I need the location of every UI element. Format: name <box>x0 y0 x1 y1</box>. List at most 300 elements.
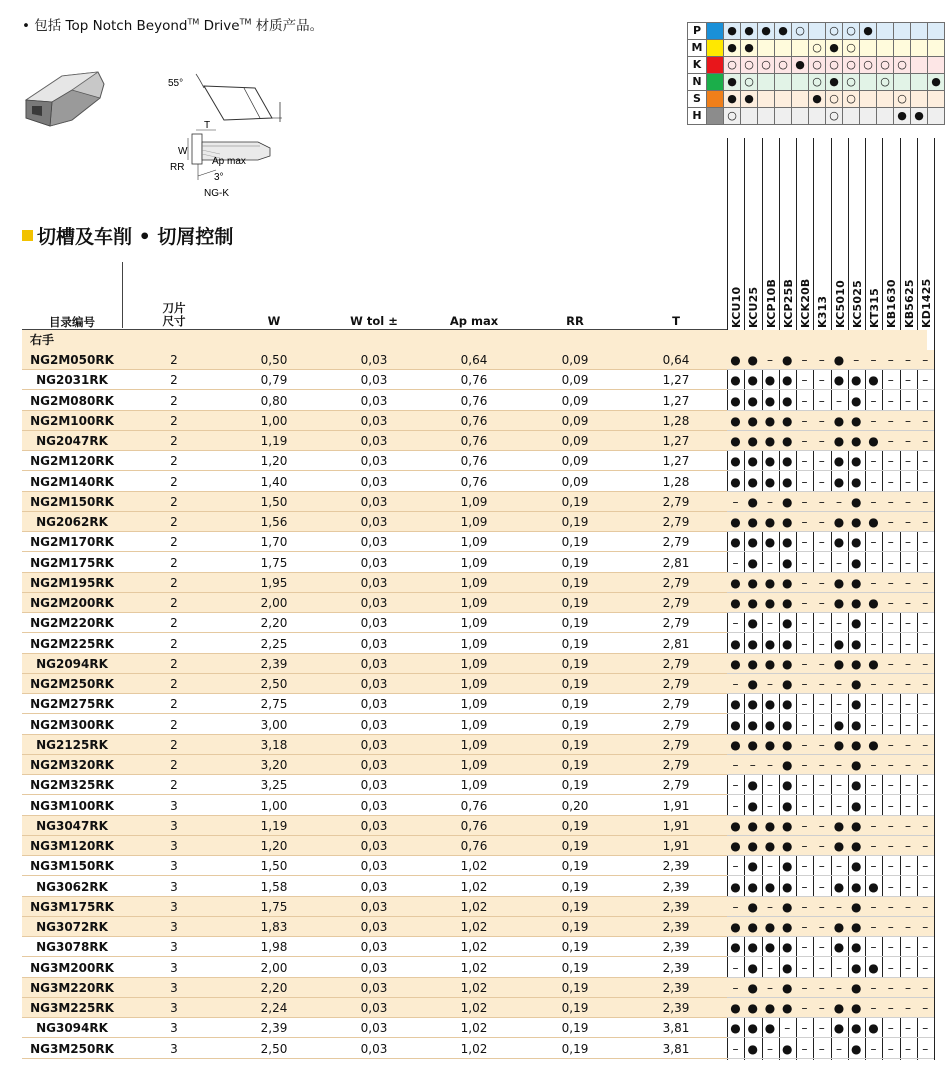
ap-max-value: 0,76 <box>460 393 488 408</box>
grade-availability-cell: ● <box>851 373 862 388</box>
t-value: 2,79 <box>662 515 690 529</box>
rr-value: 0,19 <box>561 899 589 914</box>
rr-value: 0,20 <box>561 798 589 813</box>
material-cell <box>758 108 775 125</box>
material-cell: ● <box>894 108 911 125</box>
grade-availability-cell: ● <box>833 940 845 955</box>
grade-availability-cell: ● <box>747 677 758 691</box>
grade-availability-cell: ● <box>764 636 776 651</box>
angle-55-label: 55° <box>168 78 184 89</box>
grade-availability-cell: ● <box>764 1021 776 1036</box>
grade-availability-cell: – <box>870 859 877 874</box>
ap-max-value: 0,76 <box>460 434 488 448</box>
grade-availability-cell: – <box>905 798 911 813</box>
insert-size: 2 <box>170 494 178 509</box>
w-value: 1,50 <box>260 859 288 874</box>
grade-availability-cell: ● <box>782 515 793 529</box>
grade-availability-cell: – <box>818 1001 825 1015</box>
material-row-h <box>688 108 945 125</box>
grade-availability-cell: ● <box>868 737 879 752</box>
grade-availability-cell: – <box>887 839 894 853</box>
ap-max-value: 1,02 <box>460 940 488 955</box>
material-cell: ● <box>724 91 741 108</box>
grade-availability-cell: – <box>870 839 877 853</box>
w-value: 1,83 <box>260 920 288 934</box>
t-value: 0,64 <box>662 353 690 367</box>
grade-availability-cell: ● <box>833 474 845 489</box>
grade-availability-cell: – <box>801 677 808 691</box>
grade-availability-cell: – <box>887 535 894 550</box>
grade-availability-cell: ● <box>868 1021 879 1036</box>
rr-value: 0,19 <box>561 1041 589 1056</box>
grade-availability-cell: ● <box>764 474 776 489</box>
t-value: 3,81 <box>662 1041 690 1056</box>
grade-availability-cell: ● <box>764 1001 776 1015</box>
grade-availability-cell: – <box>801 454 808 469</box>
grade-availability-cell: – <box>767 758 773 772</box>
grade-availability-cell: ● <box>833 879 845 894</box>
grade-availability-cell: – <box>870 393 877 408</box>
grade-availability-cell: ● <box>851 677 862 691</box>
w-tol-value: 0,03 <box>360 434 388 448</box>
ap-max-value: 1,02 <box>460 1001 488 1015</box>
grade-label-cell <box>901 138 918 328</box>
ap-max-value: 1,02 <box>460 960 488 975</box>
w-value: 1,56 <box>260 515 288 529</box>
grade-availability-cell: ● <box>730 454 741 469</box>
material-cell <box>792 91 809 108</box>
grade-availability-cell: – <box>836 494 842 509</box>
material-cell <box>775 40 792 57</box>
section-title-text: 切槽及车削 • 切屑控制 <box>37 226 234 248</box>
grade-availability-cell: – <box>836 616 842 631</box>
t-value: 2,81 <box>662 636 690 651</box>
grade-availability-cell: ● <box>851 555 862 570</box>
grade-availability-cell: ● <box>730 413 741 428</box>
material-cell <box>758 40 775 57</box>
grade-availability-cell: – <box>887 1021 894 1036</box>
grade-availability-cell: ● <box>747 899 758 914</box>
grade-label-kcp10b: KCP10B <box>764 278 778 328</box>
grade-availability-cell: – <box>818 798 825 813</box>
insert-size: 2 <box>170 373 178 388</box>
material-cell <box>758 91 775 108</box>
material-cell: ● <box>741 23 758 40</box>
grade-availability-cell: – <box>818 413 825 428</box>
material-cell <box>911 91 928 108</box>
grade-availability-cell: – <box>905 758 911 772</box>
grade-availability-cell: – <box>905 596 911 610</box>
catalog-number: NG3062RK <box>36 879 108 894</box>
insert-size: 3 <box>170 1001 178 1015</box>
material-cell <box>775 91 792 108</box>
catalog-number: NG2094RK <box>36 656 108 671</box>
grade-availability-cell: – <box>801 717 808 732</box>
grade-availability-cell: – <box>767 1041 773 1056</box>
grade-availability-cell: – <box>784 1021 791 1036</box>
grade-availability-cell: – <box>922 636 929 651</box>
grade-availability-cell: – <box>887 636 894 651</box>
grade-availability-cell: – <box>922 353 929 367</box>
rr-value: 0,19 <box>561 555 589 570</box>
material-cell: ○ <box>843 91 860 108</box>
t-value: 1,91 <box>662 798 690 813</box>
grade-availability-cell: – <box>922 616 929 631</box>
table-row <box>22 674 934 694</box>
grade-availability-cell: ● <box>764 920 776 934</box>
grade-availability-cell: – <box>818 494 825 509</box>
t-value: 2,39 <box>662 1001 690 1015</box>
grade-availability-cell: ● <box>747 818 758 833</box>
grade-availability-cell: – <box>905 535 911 550</box>
insert-size: 3 <box>170 899 178 914</box>
ap-max-value: 1,02 <box>460 980 488 995</box>
material-cell: ● <box>758 23 775 40</box>
grade-availability-cell: – <box>818 737 825 752</box>
header-rr: RR <box>566 314 584 328</box>
grade-label-cell <box>814 138 831 328</box>
grade-availability-cell: – <box>870 413 877 428</box>
w-tol-value: 0,03 <box>360 393 388 408</box>
grade-availability-cell: – <box>818 940 825 955</box>
material-cell: ○ <box>809 74 826 91</box>
rr-value: 0,19 <box>561 575 589 590</box>
insert-size: 2 <box>170 758 178 772</box>
note-mid: Drive <box>199 18 240 34</box>
rr-value: 0,19 <box>561 818 589 833</box>
grade-availability-cell: – <box>732 798 739 813</box>
grade-availability-cell: ● <box>851 596 862 610</box>
material-cell: ● <box>741 91 758 108</box>
table-row <box>22 593 934 613</box>
grade-availability-cell: – <box>905 373 911 388</box>
grade-availability-cell: ● <box>747 616 758 631</box>
grade-availability-cell: ● <box>782 494 793 509</box>
rr-value: 0,19 <box>561 596 589 610</box>
t-value: 2,79 <box>662 737 690 752</box>
w-tol-value: 0,03 <box>360 373 388 388</box>
grade-availability-cell: – <box>870 778 877 793</box>
w-tol-value: 0,03 <box>360 737 388 752</box>
grade-availability-cell: ● <box>730 839 741 853</box>
grade-availability-cell: – <box>801 515 808 529</box>
material-group-label: N <box>688 74 707 91</box>
ap-max-value: 1,09 <box>460 636 488 651</box>
grade-availability-cell: – <box>801 616 808 631</box>
rr-value: 0,19 <box>561 515 589 529</box>
w-value: 0,80 <box>260 393 288 408</box>
grade-availability-cell: ● <box>747 656 758 671</box>
w-tol-value: 0,03 <box>360 636 388 651</box>
grade-availability-cell: ● <box>833 353 845 367</box>
grade-availability-cell: ● <box>851 960 862 975</box>
grade-availability-cell: – <box>818 859 825 874</box>
grade-availability-cell: – <box>732 758 739 772</box>
table-row <box>22 816 934 836</box>
ap-max-value: 1,09 <box>460 616 488 631</box>
grade-availability-cell: – <box>801 636 808 651</box>
table-row <box>22 978 934 998</box>
grade-availability-cell: ● <box>868 960 879 975</box>
grade-availability-cell: ● <box>730 636 741 651</box>
grade-availability-cell: – <box>922 515 929 529</box>
grade-availability-cell: – <box>767 960 773 975</box>
grade-availability-cell: – <box>801 879 808 894</box>
insert-size: 2 <box>170 616 178 631</box>
catalog-number: NG2M195RK <box>30 575 114 590</box>
grade-availability-cell: – <box>732 494 739 509</box>
material-cell: ○ <box>843 40 860 57</box>
insert-size: 3 <box>170 839 178 853</box>
grade-availability-cell: – <box>818 1041 825 1056</box>
grade-availability-cell: ● <box>747 980 758 995</box>
ap-max-label: Ap max <box>212 156 246 167</box>
w-tol-value: 0,03 <box>360 353 388 367</box>
grade-availability-cell: – <box>922 474 929 489</box>
grade-availability-cell: – <box>732 859 739 874</box>
grade-availability-cell: – <box>905 555 911 570</box>
material-cell: ● <box>724 40 741 57</box>
grade-availability-cell: – <box>818 839 825 853</box>
grade-availability-cell: – <box>887 1001 894 1015</box>
grade-availability-cell: ● <box>730 656 741 671</box>
t-value: 2,79 <box>662 717 690 732</box>
grade-availability-cell: – <box>801 960 808 975</box>
grade-availability-cell: – <box>732 960 739 975</box>
grade-availability-cell: – <box>801 839 808 853</box>
grade-availability-cell: – <box>870 818 877 833</box>
t-value: 2,39 <box>662 980 690 995</box>
grade-availability-cell: – <box>905 737 911 752</box>
grade-availability-cell: – <box>870 1001 877 1015</box>
grade-availability-cell: ● <box>782 434 793 448</box>
grade-availability-cell: ● <box>782 758 793 772</box>
rr-value: 0,19 <box>561 859 589 874</box>
grade-availability-cell: – <box>801 920 808 934</box>
insert-size: 3 <box>170 980 178 995</box>
material-cell: ○ <box>843 74 860 91</box>
grade-availability-cell: ● <box>764 818 776 833</box>
grade-availability-cell: ● <box>782 899 793 914</box>
grade-availability-cell: – <box>801 940 808 955</box>
grade-availability-cell: – <box>922 899 929 914</box>
material-cell: ● <box>724 74 741 91</box>
grade-availability-cell: ● <box>833 515 845 529</box>
rr-value: 0,19 <box>561 656 589 671</box>
insert-size: 2 <box>170 535 178 550</box>
w-tol-value: 0,03 <box>360 980 388 995</box>
grade-label-kcu10: KCU10 <box>730 286 743 328</box>
grade-availability-cell: ● <box>764 454 776 469</box>
material-cell: ● <box>911 108 928 125</box>
material-cell: ● <box>826 74 843 91</box>
grade-availability-cell: – <box>905 839 911 853</box>
grade-label-cell <box>797 138 814 328</box>
grade-availability-cell: – <box>887 413 894 428</box>
material-color-swatch <box>707 57 724 74</box>
catalog-number: NG3047RK <box>36 818 108 833</box>
grade-availability-cell: ● <box>782 960 793 975</box>
grade-availability-cell: – <box>767 778 773 793</box>
material-group-label: S <box>688 91 707 108</box>
insert-size: 3 <box>170 1021 178 1036</box>
ap-max-value: 1,02 <box>460 1021 488 1036</box>
catalog-number: NG3M100RK <box>30 798 114 813</box>
grade-availability-cell: – <box>887 454 894 469</box>
grade-availability-cell: – <box>732 616 739 631</box>
grade-availability-cell: – <box>905 474 911 489</box>
catalog-number: NG2M225RK <box>30 636 114 651</box>
grade-availability-cell: – <box>767 353 773 367</box>
w-tol-value: 0,03 <box>360 515 388 529</box>
grade-availability-cell: ● <box>747 454 758 469</box>
product-note <box>22 14 323 34</box>
t-value: 1,27 <box>662 454 690 469</box>
material-color-swatch <box>707 91 724 108</box>
insert-geometry-diagram <box>160 64 300 206</box>
grade-availability-cell: ● <box>730 515 741 529</box>
material-cell <box>877 23 894 40</box>
catalog-number: NG2M170RK <box>30 535 114 550</box>
table-row <box>22 715 934 735</box>
grade-availability-cell: – <box>870 575 877 590</box>
grade-availability-cell: ● <box>730 1021 741 1036</box>
grade-availability-cell: – <box>818 454 825 469</box>
grade-availability-cell: ● <box>730 1001 741 1015</box>
t-value: 2,39 <box>662 879 690 894</box>
material-cell: ○ <box>860 57 877 74</box>
grade-availability-cell: – <box>922 798 929 813</box>
w-tol-value: 0,03 <box>360 920 388 934</box>
grade-availability-cell: – <box>801 818 808 833</box>
grade-availability-cell: – <box>887 960 894 975</box>
rr-value: 0,19 <box>561 737 589 752</box>
ap-max-value: 1,09 <box>460 494 488 509</box>
insert-size: 2 <box>170 737 178 752</box>
grade-availability-cell: ● <box>833 434 845 448</box>
ap-max-value: 1,09 <box>460 596 488 610</box>
grade-availability-cell: ● <box>764 393 776 408</box>
ap-max-value: 0,76 <box>460 818 488 833</box>
grade-availability-cell: ● <box>747 717 758 732</box>
grade-availability-cell: – <box>922 940 929 955</box>
catalog-number: NG3094RK <box>36 1021 108 1036</box>
grade-availability-cell: – <box>836 859 842 874</box>
grade-availability-cell: – <box>905 515 911 529</box>
w-value: 1,75 <box>260 899 288 914</box>
grade-availability-cell: ● <box>730 393 741 408</box>
table-row <box>22 451 934 471</box>
grade-availability-cell: – <box>732 555 739 570</box>
grade-availability-cell: – <box>922 1021 929 1036</box>
grade-availability-cell: ● <box>782 798 793 813</box>
table-row <box>22 512 934 532</box>
material-cell: ○ <box>843 57 860 74</box>
grade-availability-cell: – <box>801 697 808 712</box>
grade-availability-cell: – <box>887 697 894 712</box>
grade-availability-cell: ● <box>782 1001 793 1015</box>
grade-availability-cell: ● <box>747 737 758 752</box>
t-value: 2,79 <box>662 596 690 610</box>
grade-availability-cell: – <box>887 555 894 570</box>
t-value: 1,91 <box>662 818 690 833</box>
grade-availability-cell: – <box>905 859 911 874</box>
w-value: 2,24 <box>260 1001 288 1015</box>
t-value: 2,79 <box>662 697 690 712</box>
grade-availability-cell: – <box>905 1021 911 1036</box>
material-cell <box>911 57 928 74</box>
grade-availability-cell: – <box>887 778 894 793</box>
catalog-number: NG2M140RK <box>30 474 114 489</box>
grade-availability-cell: – <box>818 697 825 712</box>
rr-value: 0,09 <box>561 353 589 367</box>
grade-availability-cell: – <box>801 980 808 995</box>
insert-size: 3 <box>170 859 178 874</box>
ap-max-value: 1,09 <box>460 758 488 772</box>
material-color-swatch <box>707 23 724 40</box>
grade-availability-cell: – <box>905 677 911 691</box>
w-tol-value: 0,03 <box>360 859 388 874</box>
grade-label-kck20b: KCK20B <box>799 278 812 328</box>
grade-availability-cell: ● <box>868 373 879 388</box>
grade-availability-cell: ● <box>764 737 776 752</box>
w-tol-value: 0,03 <box>360 474 388 489</box>
grade-availability-cell: ● <box>851 758 862 772</box>
table-row <box>22 877 934 897</box>
grade-availability-cell: ● <box>782 555 793 570</box>
w-value: 1,70 <box>260 535 288 550</box>
grade-availability-cell: – <box>905 413 911 428</box>
grade-label-cell <box>866 138 883 328</box>
material-cell <box>911 40 928 57</box>
rr-value: 0,19 <box>561 677 589 691</box>
w-value: 2,39 <box>260 1021 288 1036</box>
material-cell <box>928 108 945 125</box>
w-tol-value: 0,03 <box>360 818 388 833</box>
catalog-number: NG3M225RK <box>30 1001 114 1015</box>
t-value: 2,39 <box>662 960 690 975</box>
grade-availability-cell: – <box>836 758 842 772</box>
grade-availability-cell: – <box>922 859 929 874</box>
w-label: W <box>178 146 188 157</box>
insert-3d-image <box>12 68 112 138</box>
grade-availability-cell: – <box>732 980 739 995</box>
subheader-band <box>22 330 927 350</box>
rr-value: 0,19 <box>561 616 589 631</box>
grade-availability-cell: ● <box>764 596 776 610</box>
grade-availability-cell: – <box>905 818 911 833</box>
w-tol-value: 0,03 <box>360 960 388 975</box>
grade-availability-cell: – <box>887 859 894 874</box>
grade-availability-cell: – <box>922 575 929 590</box>
material-cell <box>843 108 860 125</box>
grade-availability-cell: ● <box>764 839 776 853</box>
grade-availability-cell: – <box>887 980 894 995</box>
grade-availability-cell: ● <box>782 353 793 367</box>
material-cell <box>792 108 809 125</box>
grade-availability-cell: – <box>749 758 756 772</box>
grade-label-cell <box>745 138 762 328</box>
grade-availability-cell: ● <box>730 373 741 388</box>
grade-availability-cell: ● <box>833 1021 845 1036</box>
t-value: 2,79 <box>662 535 690 550</box>
table-row <box>22 431 934 451</box>
catalog-number: NG2M275RK <box>30 697 114 712</box>
grade-availability-cell: ● <box>833 596 845 610</box>
grade-availability-cell: – <box>818 515 825 529</box>
grade-availability-cell: – <box>887 879 894 894</box>
grade-availability-cell: ● <box>833 717 845 732</box>
